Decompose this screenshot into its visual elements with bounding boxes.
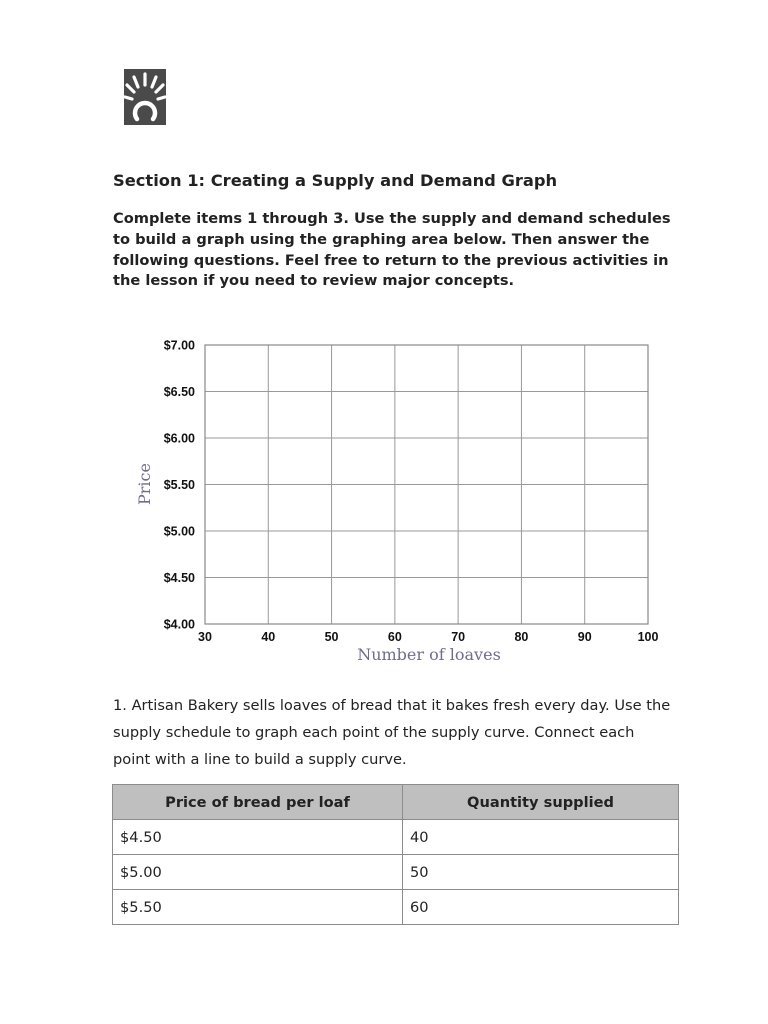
x-tick-label: 30 [198, 630, 212, 644]
x-tick-label: 100 [637, 630, 659, 644]
column-header-price: Price of bread per loaf [113, 785, 403, 820]
price-cell: $5.00 [113, 855, 403, 890]
item-1-text: 1. Artisan Bakery sells loaves of bread that it bakes fresh every day. Use the supply schedule to graph each point of the supply curve. Connect each point with a line to build a supply curve. [113, 697, 671, 768]
lightbulb-logo-icon [124, 69, 166, 125]
price-cell: $4.50 [113, 820, 403, 855]
instructions-text: Complete items 1 through 3. Use the supply and demand schedules to build a graph using the graphing area below. Then answer the following questions. Feel free to return to the previous activities in the lesson if you need to review major concepts. [113, 210, 671, 290]
quantity-cell: 50 [403, 855, 679, 890]
section-title: Section 1: Creating a Supply and Demand Graph [113, 171, 558, 190]
y-tick-label: $6.00 [163, 431, 195, 446]
table-row [113, 890, 679, 925]
x-axis-title: Number of loaves [357, 645, 501, 664]
x-tick-label: 70 [451, 630, 466, 644]
x-tick-label: 90 [577, 630, 592, 644]
table-row [113, 820, 679, 855]
x-tick-label: 40 [261, 630, 276, 644]
y-tick-label: $5.50 [163, 478, 195, 492]
graphing-area [120, 330, 680, 670]
x-tick-label: 50 [324, 630, 339, 644]
quantity-cell: 60 [403, 890, 679, 925]
column-header-quantity: Quantity supplied [403, 785, 679, 820]
table-header-row [113, 785, 679, 820]
y-axis-title: Price [135, 463, 154, 505]
graph-canvas [120, 330, 680, 670]
price-cell: $5.50 [113, 890, 403, 925]
x-tick-label: 60 [387, 630, 402, 644]
y-tick-label: $7.00 [163, 338, 195, 353]
y-tick-label: $4.50 [163, 571, 195, 585]
supply-schedule-table [112, 784, 679, 925]
y-tick-label: $5.00 [163, 524, 195, 539]
y-tick-label: $4.00 [163, 617, 195, 632]
x-tick-label: 80 [514, 630, 529, 644]
quantity-cell: 40 [403, 820, 679, 855]
y-tick-label: $6.50 [163, 385, 195, 399]
table-row [113, 855, 679, 890]
